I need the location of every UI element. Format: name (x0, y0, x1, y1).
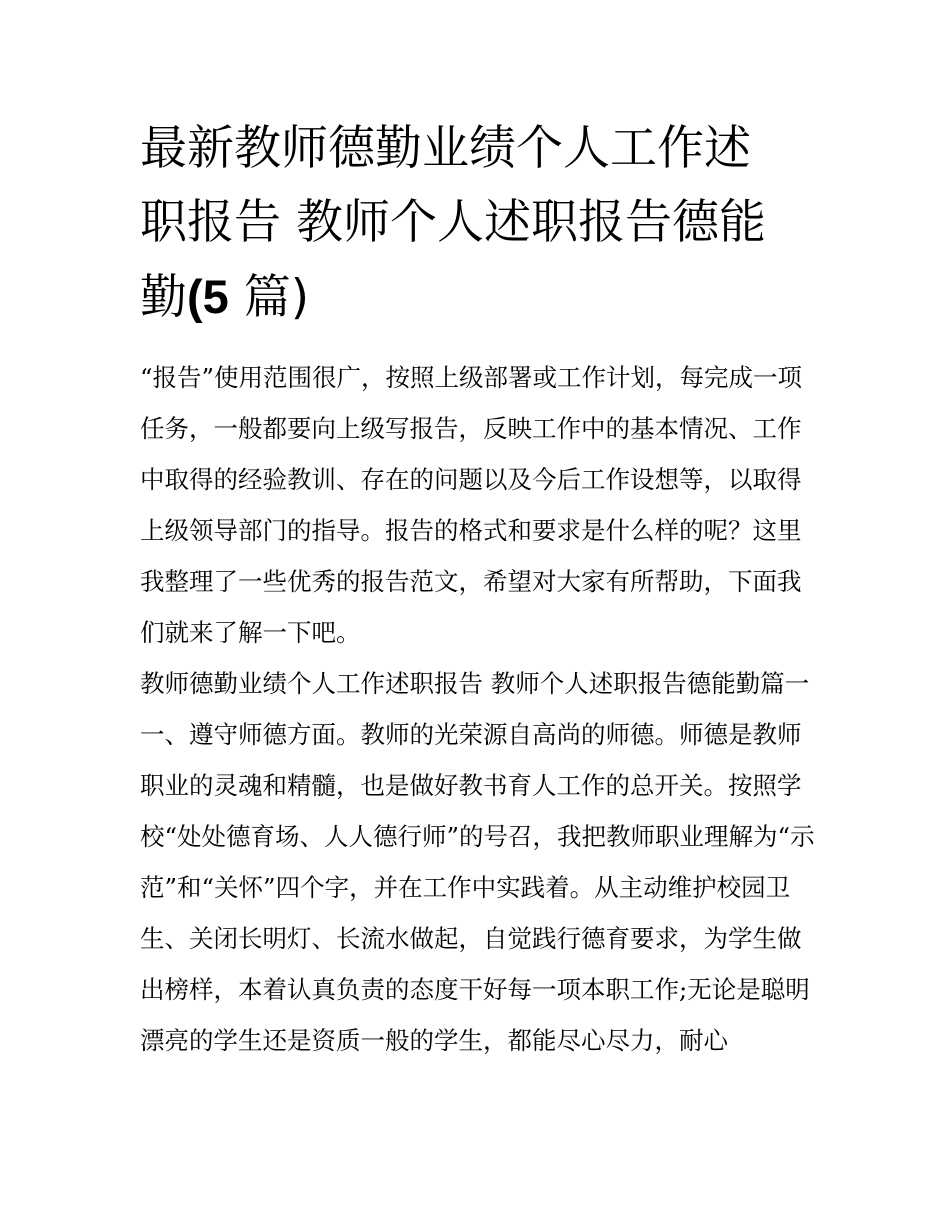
title-line-2: 职报告 教师个人述职报告德能 (140, 195, 766, 250)
section-heading: 教师德勤业绩个人工作述职报告 教师个人述职报告德能勤篇一 (140, 669, 810, 698)
document-body (140, 352, 815, 1066)
section-paragraph: 一、遵守师德方面。教师的光荣源自高尚的师德。师德是教师职业的灵魂和精髓，也是做好教书育人工作的总开关。按照学校“处处德育场、人人德行师”的号召，我把教师职业理解为“示范”和“关怀”四个字，并在工作中实践着。从主动维护校园卫生、关闭长明灯、长流水做起，自觉践行德育要求，为学生做出榜样，本着认真负责的态度干好每一项本职工作;无论是聪明漂亮的学生还是资质一般的学生，都能尽心尽力，耐心 (140, 720, 815, 1055)
document-page (140, 112, 815, 1066)
title-line-3-text: 勤 (140, 270, 187, 325)
document-title (140, 112, 815, 335)
title-line-3-rest: 篇) (228, 270, 310, 325)
intro-paragraph: “报告”使用范围很广，按照上级部署或工作计划，每完成一项任务，一般都要向上级写报告，反映工作中的基本情况、工作中取得的经验教训、存在的问题以及今后工作设想等，以取得上级领导部门的指导。报告的格式和要求是什么样的呢？这里我整理了一些优秀的报告范文，希望对大家有所帮助，下面我们就来了解一下吧。 (140, 363, 803, 647)
title-line-1: 最新教师德勤业绩个人工作述 (140, 121, 751, 176)
title-line-3 (140, 260, 815, 335)
title-line-3-num: (5 (187, 270, 229, 323)
